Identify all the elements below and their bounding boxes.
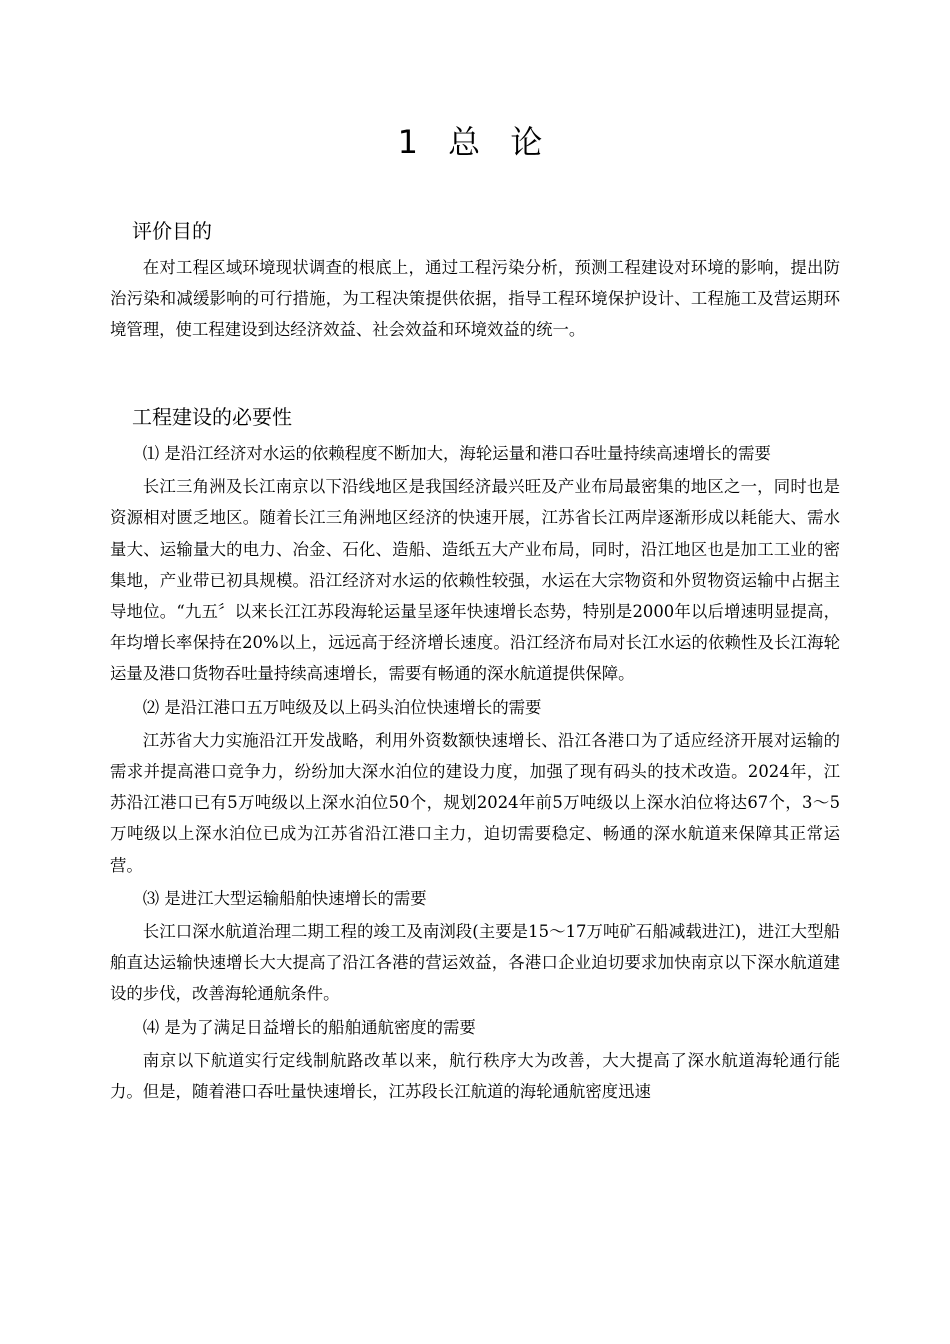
item-heading-2: ⑵ 是沿江港口五万吨级及以上码头泊位快速增长的需要 bbox=[142, 697, 542, 717]
paragraph: 长江口深水航道治理二期工程的竣工及南浏段(主要是15～17万吨矿石船减载进江)，进江大型船舶直达运输快速增长大大提高了沿江各港的营运效益，各港口企业迫切要求加快南京以下深水航道建设的步伐，改善海轮通航条件。 bbox=[110, 922, 840, 1004]
section-evaluation-purpose bbox=[110, 216, 840, 346]
section-project-necessity bbox=[110, 402, 840, 1107]
section-heading: 工程建设的必要性 bbox=[132, 405, 292, 429]
paragraph: 江苏省大力实施沿江开发战略，利用外资数额快速增长、沿江各港口为了适应经济开展对运输的需求并提高港口竞争力，纷纷加大深水泊位的建设力度，加强了现有码头的技术改造。2024年，江苏沿江港口已有5万吨级以上深水泊位50个，规划2024年前5万吨级以上深水泊位将达67个，3～5万吨级以上深水泊位已成为江苏省沿江港口主力，迫切需要稳定、畅通的深水航道来保障其正常运营。 bbox=[110, 730, 840, 875]
paragraph: 南京以下航道实行定线制航路改革以来，航行秩序大为改善，大大提高了深水航道海轮通行能力。但是，随着港口吞吐量快速增长，江苏段长江航道的海轮通航密度迅速 bbox=[110, 1050, 840, 1102]
paragraph: 在对工程区域环境现状调查的根底上，通过工程污染分析，预测工程建设对环境的影响，提出防治污染和减缓影响的可行措施，为工程决策提供依据，指导工程环境保护设计、工程施工及营运期环境管理，使工程建设到达经济效益、社会效益和环境效益的统一。 bbox=[110, 258, 840, 340]
item-heading-1: ⑴ 是沿江经济对水运的依赖程度不断加大，海轮运量和港口吞吐量持续高速增长的需要 bbox=[142, 444, 771, 463]
item-heading-4: ⑷ 是为了满足日益增长的船舶通航密度的需要 bbox=[142, 1017, 476, 1037]
paragraph: 长江三角洲及长江南京以下沿线地区是我国经济最兴旺及产业布局最密集的地区之一，同时也是资源相对匮乏地区。随着长江三角洲地区经济的快速开展，江苏省长江两岸逐渐形成以耗能大、需水量大、运输量大的电力、冶金、石化、造船、造纸五大产业布局，同时，沿江地区也是加工工业的密集地，产业带已初具规模。沿江经济对水运的依赖性较强，水运在大宗物资和外贸物资运输中占据主导地位。“九五〞以来长江江苏段海轮运量呈逐年快速增长态势，特别是2000年以后增速明显提高，年均增长率保持在20%以上，远远高于经济增长速度。沿江经济布局对长江水运的依赖性及长江海轮运量及港口货物吞吐量持续高速增长，需要有畅通的深水航道提供保障。 bbox=[110, 477, 840, 684]
chapter-title: 1 总 论 bbox=[397, 123, 553, 161]
item-heading-3: ⑶ 是进江大型运输船舶快速增长的需要 bbox=[142, 888, 427, 908]
section-heading: 评价目的 bbox=[132, 219, 212, 243]
